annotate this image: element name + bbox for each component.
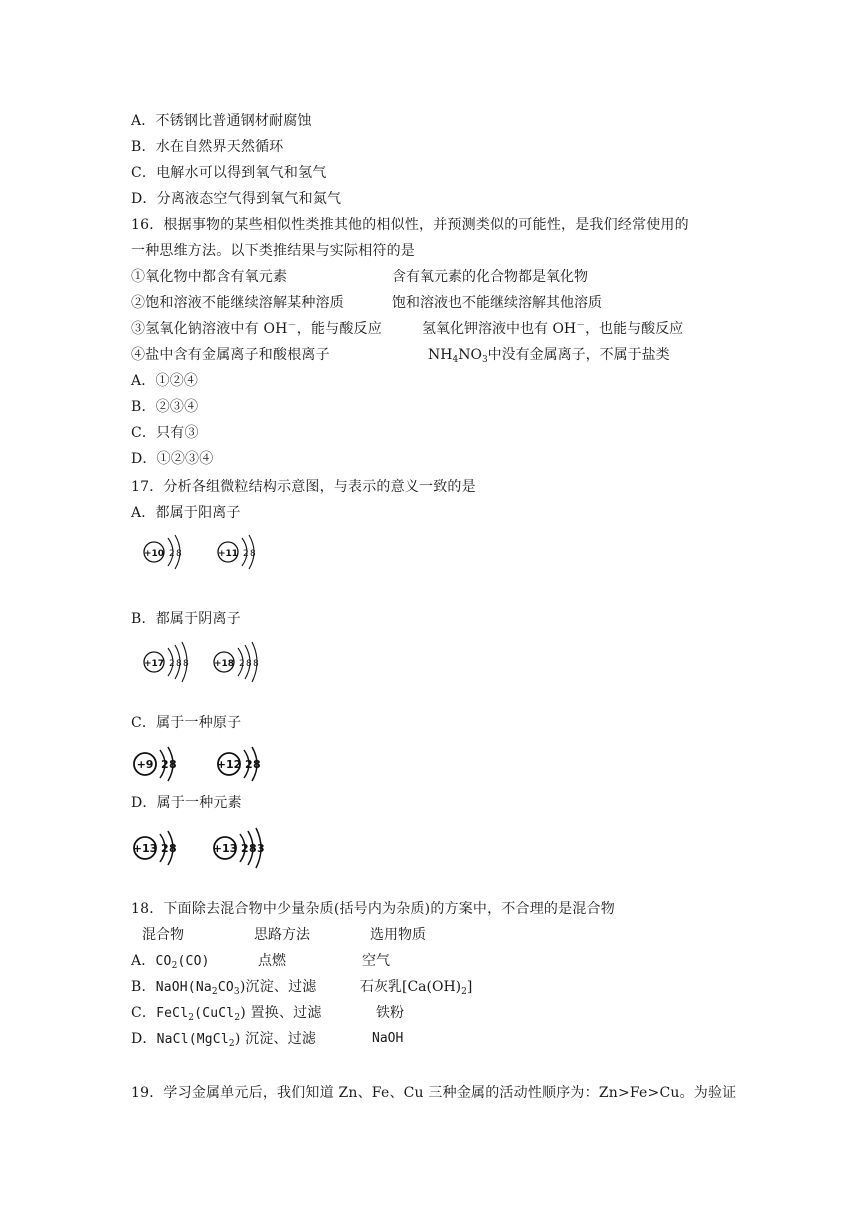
electron-count: 3 <box>257 842 265 855</box>
atom-diagram <box>130 742 200 788</box>
atom-diagram <box>140 532 200 574</box>
q18-row-d-material: NaOH <box>372 1031 404 1046</box>
q16-item1-left: ①氧化物中都含有氧元素 <box>131 269 288 285</box>
q15-option-c: C．电解水可以得到氧气和氢气 <box>131 165 327 181</box>
q15-option-b: B．水在自然界天然循环 <box>131 139 284 155</box>
q17-stem: 17．分析各组微粒结构示意图，与表示的意义一致的是 <box>131 479 476 495</box>
nucleus-charge: +9 <box>136 758 154 771</box>
electron-count: 8 <box>253 659 259 669</box>
q18-row-a: A．$CO_2(CO)$ <box>131 953 210 971</box>
q16-item1-right: 含有氧元素的化合物都是氧化物 <box>392 269 588 285</box>
electron-count: 8 <box>253 758 261 771</box>
electron-count: 2 <box>161 842 169 855</box>
electron-count: 8 <box>169 842 177 855</box>
q18-stem: 18．下面除去混合物中少量杂质(括号内为杂质)的方案中，不合理的是混合物 <box>131 901 615 917</box>
q17-group-b-label: B．都属于阴离子 <box>131 611 241 627</box>
nucleus-charge: +13 <box>212 842 238 855</box>
q18-row-a-method: 点燃 <box>258 953 286 969</box>
electron-count: 8 <box>176 549 182 559</box>
atom-diagram <box>214 532 274 574</box>
q18-row-d: D．NaCl(MgCl$_2$) 沉淀、过滤 <box>131 1031 317 1049</box>
electron-count: 8 <box>249 842 257 855</box>
atom-diagram <box>140 642 210 688</box>
q18-header-mixture: 混合物 <box>142 927 184 943</box>
electron-count: 2 <box>245 758 253 771</box>
q16-option-d: D．①②③④ <box>131 451 214 467</box>
atom-diagram <box>130 826 200 876</box>
q16-item3-right: 氢氧化钾溶液中也有 OH－，也能与酸反应 <box>422 321 684 337</box>
nucleus-charge: +11 <box>217 549 239 559</box>
electron-count: 2 <box>169 549 175 559</box>
q17-group-c-label: C．属于一种原子 <box>131 715 242 731</box>
q18-row-c: C．FeCl$_2$(CuCl$_2$) 置换、过滤 <box>131 1005 322 1023</box>
q16-option-b: B．②③④ <box>131 399 199 415</box>
q15-option-a: A．不锈钢比普通钢材耐腐蚀 <box>131 113 312 129</box>
q16-item2-left: ②饱和溶液不能继续溶解某种溶质 <box>131 295 344 311</box>
q15-option-d: D．分离液态空气得到氧气和氮气 <box>131 191 342 207</box>
nucleus-charge: +12 <box>216 758 242 771</box>
nucleus-charge: +10 <box>143 549 165 559</box>
electron-count: 8 <box>176 659 182 669</box>
q16-stem-line2: 一种思维方法。以下类推结果与实际相符的是 <box>131 243 415 259</box>
atom-diagram <box>210 826 290 876</box>
electron-count: 8 <box>183 659 189 669</box>
atom-diagram <box>210 642 280 688</box>
q18-row-b-material: 石灰乳$[Ca(OH)_2]$ <box>360 979 473 997</box>
electron-count: 2 <box>239 659 245 669</box>
q18-header-material: 选用物质 <box>370 927 426 943</box>
nucleus-charge: +17 <box>143 659 165 669</box>
q16-item4-right: $NH_4NO_3$中没有金属离子，不属于盐类 <box>428 347 670 365</box>
q19-stem: 19．学习金属单元后，我们知道 Zn、Fe、Cu 三种金属的活动性顺序为：Zn>Fe>Cu。为验证 <box>131 1085 737 1101</box>
q16-stem-line1: 16．根据事物的某些相似性类推其他的相似性，并预测类似的可能性，是我们经常使用的 <box>131 217 689 233</box>
electron-count: 2 <box>241 842 249 855</box>
electron-count: 8 <box>246 659 252 669</box>
q18-row-b: B．$NaOH(Na_2CO_3)$沉淀、过滤 <box>131 979 317 997</box>
q16-item4-left: ④盐中含有金属离子和酸根离子 <box>131 347 330 363</box>
nucleus-charge: +13 <box>132 842 158 855</box>
q16-item3-left: ③氢氧化钠溶液中有 OH－，能与酸反应 <box>131 321 382 337</box>
electron-count: 8 <box>169 758 177 771</box>
q16-option-c: C．只有③ <box>131 425 199 441</box>
electron-count: 2 <box>169 659 175 669</box>
nucleus-charge: +18 <box>213 659 235 669</box>
q18-row-c-material: 铁粉 <box>376 1005 404 1021</box>
electron-count: 2 <box>161 758 169 771</box>
q16-item2-right: 饱和溶液也不能继续溶解其他溶质 <box>392 295 602 311</box>
electron-count: 8 <box>250 549 256 559</box>
q17-group-a-label: A．都属于阳离子 <box>131 505 241 521</box>
q17-group-d-label: D．属于一种元素 <box>131 795 242 811</box>
atom-diagram <box>214 742 284 788</box>
q16-option-a: A．①②④ <box>131 373 199 389</box>
q18-header-method: 思路方法 <box>254 927 310 943</box>
electron-count: 2 <box>243 549 249 559</box>
q18-row-a-material: 空气 <box>362 953 390 969</box>
